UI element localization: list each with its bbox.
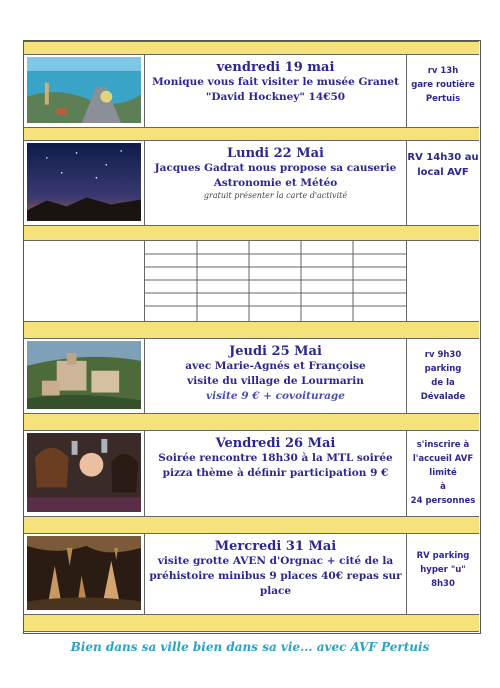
event-image-cell	[24, 338, 145, 413]
event-meeting-info	[407, 430, 479, 516]
separator-band	[24, 614, 479, 632]
empty-table-row	[24, 241, 479, 321]
event-description	[145, 140, 407, 225]
event-description	[145, 338, 407, 413]
party-thumbnail	[27, 433, 141, 512]
event-meeting-info	[407, 533, 479, 614]
event-line: Jacques Gadrat nous propose sa causerie	[154, 162, 397, 174]
meeting-line: s'inscrire à	[416, 440, 470, 450]
meeting-line: Pertuis	[425, 94, 461, 104]
event-row	[24, 54, 479, 127]
event-line: préhistoire minibus 9 places 40€ repas sur	[149, 570, 402, 582]
event-row	[24, 533, 479, 614]
event-meeting-info	[407, 54, 479, 127]
event-date: Lundi 22 Mai	[227, 146, 324, 161]
meeting-line: parking	[424, 364, 462, 374]
separator-band	[24, 321, 479, 339]
cave-thumbnail	[27, 536, 141, 610]
meeting-line: gare routière	[411, 80, 475, 90]
event-line: visite grotte AVEN d'Orgnac + cité de la	[157, 555, 394, 567]
event-line: visite du village de Lourmarin	[187, 375, 364, 387]
village-thumbnail	[27, 341, 141, 409]
event-description	[145, 533, 407, 614]
event-date: Mercredi 31 Mai	[214, 539, 337, 554]
night-sky-thumbnail	[27, 143, 141, 221]
meeting-line: rv 9h30	[424, 350, 462, 360]
event-line: avec Marie-Agnés et Françoise	[185, 360, 366, 372]
event-row	[24, 338, 479, 413]
meeting-line: RV parking	[416, 551, 470, 561]
event-image-cell	[24, 140, 145, 225]
event-line: Astronomie et Météo	[213, 177, 338, 189]
meeting-line: de la	[431, 378, 455, 388]
event-date: Vendredi 26 Mai	[215, 436, 336, 451]
meeting-line: 24 personnes	[410, 496, 476, 506]
separator-band	[24, 127, 479, 141]
event-date: Jeudi 25 Mai	[229, 344, 322, 359]
event-row	[24, 430, 479, 516]
empty-table-cell	[145, 241, 407, 321]
meeting-line: hyper "u" 8h30	[420, 565, 466, 589]
painting-thumbnail	[27, 57, 141, 123]
empty-cell	[24, 241, 145, 321]
event-image-cell	[24, 54, 145, 127]
event-meeting-info	[407, 338, 479, 413]
event-row	[24, 140, 479, 225]
event-line: "David Hockney" 14€50	[205, 91, 346, 103]
meeting-line: limité	[429, 468, 457, 478]
footer-slogan: Bien dans sa ville bien dans sa vie... avec AVF Pertuis	[70, 640, 430, 654]
event-image-cell	[24, 533, 145, 614]
separator-band	[24, 413, 479, 431]
event-meeting-info	[407, 140, 479, 225]
event-note: gratuit présenter la carte d'activité	[203, 191, 348, 200]
event-description	[145, 430, 407, 516]
separator-band	[24, 225, 479, 241]
meeting-line: rv 13h	[427, 66, 459, 76]
meeting-line: Dévalade	[420, 392, 466, 402]
event-price: visite 9 € + covoiturage	[206, 390, 345, 402]
meeting-line: à	[440, 482, 446, 492]
separator-band	[24, 41, 479, 55]
empty-grid-table	[145, 241, 407, 321]
event-description	[145, 54, 407, 127]
empty-cell	[407, 241, 479, 321]
event-line: place	[259, 585, 292, 597]
meeting-line: l'accueil AVF	[412, 454, 474, 464]
meeting-line: local AVF	[417, 167, 469, 178]
meeting-line: RV 14h30 au	[407, 152, 479, 163]
event-line: Monique vous fait visiter le musée Granet	[152, 76, 399, 88]
event-image-cell	[24, 430, 145, 516]
event-date: vendredi 19 mai	[216, 60, 335, 75]
separator-band	[24, 516, 479, 534]
event-line: pizza thème à définir participation 9 €	[162, 467, 389, 479]
event-line: Soirée rencontre 18h30 à la MTL soirée	[158, 452, 393, 464]
